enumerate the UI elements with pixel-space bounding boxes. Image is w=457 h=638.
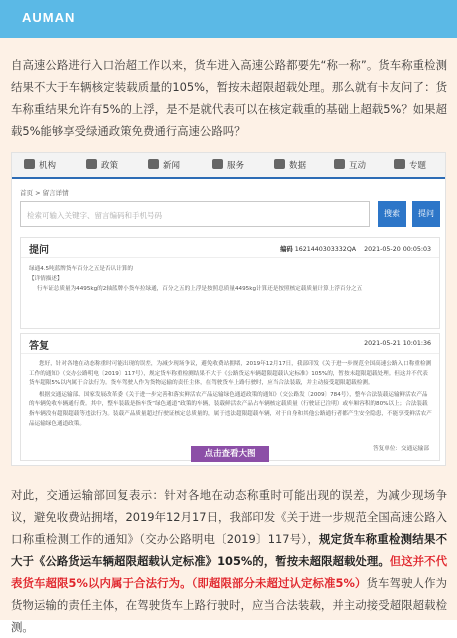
breadcrumb: 首页 > 留言详情 [20, 189, 69, 197]
embedded-screenshot[interactable] [11, 152, 446, 466]
reply-highlight-text: 但这并不代表货车超限5%以内属于合法行为。（即超限部分未超过认定标准5%） [11, 554, 447, 590]
view-large-image-button[interactable]: 点击查看大图 [191, 446, 269, 462]
nav-item-interaction[interactable]: 互动 [334, 159, 366, 171]
data-icon [274, 159, 285, 169]
question-meta: 编码 1621440303332QA 2021-05-20 00:05:03 [280, 246, 431, 253]
brand-header [0, 0, 457, 38]
topics-icon [394, 159, 405, 169]
search-row [20, 201, 440, 227]
nav-item-data[interactable]: 数据 [274, 159, 306, 171]
answer-time: 2021-05-21 10:01:36 [364, 340, 431, 347]
intro-paragraph: 自高速公路进行入口治超工作以来，货车进入高速公路都要先“称一称”。货车称重检测结果不大于车辆核定装载质量的105%，暂按未超限超载处理。那么就有卡友问了：货车称重结果允许有5%的上浮，是不是就代表可以在核定载重的基础上超载5%？如果超载5%能够享受绿通政策免费通行高速公路吗？ [11, 58, 447, 138]
ask-button[interactable]: 提问 [412, 201, 440, 227]
institution-icon [24, 159, 35, 169]
nav-item-topics[interactable]: 专题 [394, 159, 426, 171]
question-title: 提问 [29, 245, 49, 256]
search-button[interactable]: 搜索 [378, 201, 406, 227]
service-icon [212, 159, 223, 169]
nav-item-news[interactable]: 新闻 [148, 159, 180, 171]
nav-item-service[interactable]: 服务 [212, 159, 244, 171]
question-card [20, 237, 440, 329]
answer-signature: 答复单位：交通运输部 [373, 446, 429, 452]
interaction-icon [334, 159, 345, 169]
news-icon [148, 159, 159, 169]
answer-title: 答复 [29, 341, 49, 352]
reply-paragraph: 对此，交通运输部回复表示：针对各地在动态称重时可能出现的误差，为减少现场争议，避免收费站拥堵，2019年12月17日，我部印发《关于进一步规范全国高速公路入口称重检测工作的通知》（交办公路明电〔2019〕117号），规定货车称重检测结果不大于《公路货运车辆超限超载认定标准》105%的，暂按未超限超载处理。但这并不代表货车超限5%以内属于合法行为。（即超限部分未超过认定标准5%）货车驾驶人作为货物运输的责任主体，在驾驶货车上路行驶时，应当合法装载，并主动接受超限超载检测。 [11, 488, 447, 634]
reply-bold-text: 规定货车称重检测结果不大于《公路货运车辆超限超载认定标准》105%的，暂按未超限超载处理。 [11, 532, 447, 568]
search-input[interactable]: 检索可输入关键字、留言编码和手机号码 [20, 201, 370, 227]
answer-card [20, 333, 440, 461]
nav-item-policy[interactable]: 政策 [86, 159, 118, 171]
site-nav [12, 153, 445, 179]
nav-item-institutions[interactable]: 机构 [24, 159, 56, 171]
question-body: 绿通4.5吨蓝牌货车百分之五是否认计算的 【详情描述】 行车证总质量为4495kg的2轴蓝牌小货车拉绿通，百分之五的上浮是按照总质量4495kg计算还是按照核定载质量计算上浮百分之五 [29, 266, 363, 292]
brand-logo: AUMAN [22, 10, 76, 25]
policy-icon [86, 159, 97, 169]
answer-body: 您好，针对各地在动态称重时可能出现的误差，为减少现场争议，避免收费站拥堵，2019年12月17日，我部印发《关于进一步规范全国高速公路入口称重检测工作的通知》（交办公路明电〔2019〕117号），规定货车称重检测结果不大于《公路货运车辆超限超载认定标准》105%的，暂按未超限超载处理。但这并不代表货车超限5%以内属于合法行为。货车驾驶人作为货物运输的责任主体，在驾驶货车上路行驶时，应当合法装载，并主动接受超限超载检测。 根据交通运输部、国家发展改革委《关于进一步完善和落实鲜活农产品运输绿色通道政策的通知》（交公路发〔2009〕784号），整车合法装载运输鲜活农产品的车辆免收车辆通行费。其中，整车装载是指车货“绿色通道”政策的车辆，装载鲜活农产品占车辆核定载质量（行驶证已注明）或车厢容积的80%以上；合法装载指车辆没有超限超载等违法行为。装载产品质量超过行驶证核定总质量的，属于违法超限超载车辆，对于自身和其他公路通行者都产生安全隐患，不能享受鲜活农产品运输绿色通道政策。 [29, 361, 432, 427]
